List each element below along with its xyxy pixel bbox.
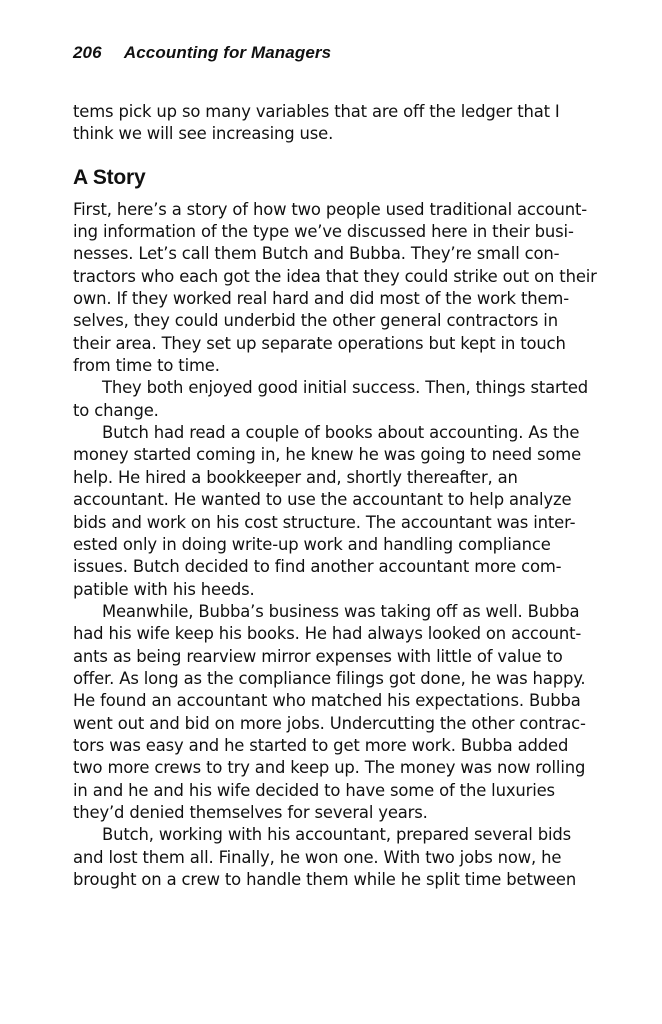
text-line: tractors who each got the idea that they could strike out on their [73, 266, 597, 286]
text-line: to change. [73, 400, 159, 420]
text-line: accountant. He wanted to use the accountant to help analyze [73, 490, 572, 510]
page-body [73, 101, 597, 891]
page-number: 206 [73, 43, 102, 62]
text-line: in and he and his wife decided to have some of the luxuries [73, 780, 555, 800]
text-line: had his wife keep his books. He had always looked on account- [73, 624, 582, 644]
text-line: went out and bid on more jobs. Undercutting the other contrac- [73, 713, 586, 733]
text-line: ing information of the type we’ve discussed here in their busi- [73, 222, 574, 242]
section-heading: A Story [73, 165, 146, 189]
text-line: think we will see increasing use. [73, 124, 334, 144]
text-line: two more crews to try and keep up. The money was now rolling [73, 758, 586, 778]
text-line: money started coming in, he knew he was going to need some [73, 445, 582, 465]
text-line: Butch, working with his accountant, prepared several bids [102, 825, 572, 845]
running-head [73, 43, 331, 63]
text-line: own. If they worked real hard and did most of the work them- [73, 289, 569, 309]
text-line: Meanwhile, Bubba’s business was taking off as well. Bubba [102, 601, 580, 621]
text-line: ested only in doing write-up work and handling compliance [73, 534, 551, 554]
paragraph-2 [73, 377, 591, 422]
text-line: they’d denied themselves for several years. [73, 802, 428, 822]
text-line: They both enjoyed good initial success. Then, things started [102, 378, 589, 398]
text-line: Butch had read a couple of books about accounting. As the [102, 423, 580, 443]
text-line: offer. As long as the compliance filings got done, he was happy. [73, 668, 586, 688]
text-line: and lost them all. Finally, he won one. With two jobs now, he [73, 847, 562, 867]
text-line: from time to time. [73, 356, 220, 376]
text-line: their area. They set up separate operations but kept in touch [73, 333, 566, 353]
text-line: nesses. Let’s call them Butch and Bubba. They’re small con- [73, 244, 560, 264]
text-line: bids and work on his cost structure. The accountant was inter- [73, 512, 576, 532]
text-line: ants as being rearview mirror expenses with little of value to [73, 646, 563, 666]
paragraph-4 [73, 601, 591, 824]
text-line: tors was easy and he started to get more work. Bubba added [73, 735, 569, 755]
text-line: tems pick up so many variables that are off the ledger that I [73, 102, 560, 121]
intro-paragraph [73, 101, 591, 146]
paragraph-3 [73, 422, 591, 601]
text-line: He found an accountant who matched his expectations. Bubba [73, 691, 581, 711]
paragraph-5 [73, 824, 591, 891]
text-line: selves, they could underbid the other general contractors in [73, 311, 558, 331]
text-line: issues. Butch decided to find another accountant more com- [73, 557, 562, 577]
text-line: patible with his heeds. [73, 579, 255, 599]
text-line: First, here’s a story of how two people used traditional account- [73, 199, 588, 219]
text-line: brought on a crew to handle them while he split time between [73, 870, 577, 889]
text-line: help. He hired a bookkeeper and, shortly thereafter, an [73, 467, 518, 487]
paragraph-1 [73, 199, 597, 378]
book-title: Accounting for Managers [123, 43, 332, 62]
